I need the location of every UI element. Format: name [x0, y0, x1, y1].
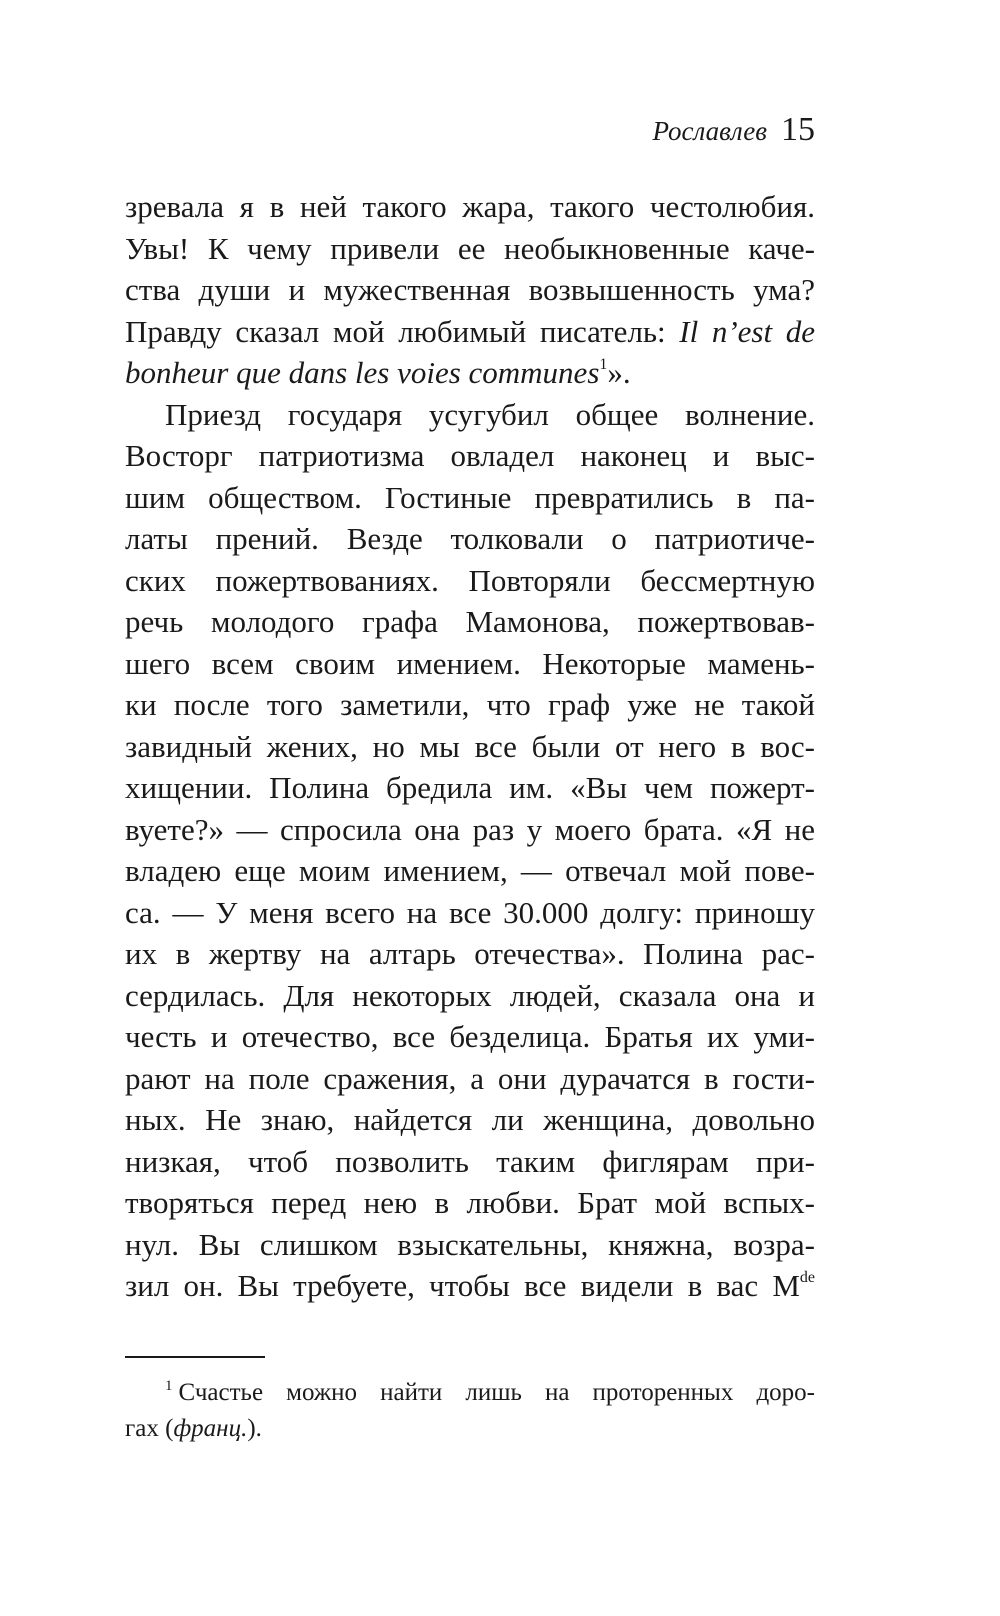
french-quote-start: Il n’est de: [679, 313, 815, 349]
text-run: ».: [607, 355, 631, 390]
text-line: низкая, чтоб позволить таким фиглярам при-: [125, 1143, 815, 1179]
text-line: [125, 311, 815, 353]
footnote-reference[interactable]: 1: [599, 356, 608, 373]
text-line: нул. Вы слишком взыскательны, княжна, возра-: [125, 1226, 815, 1262]
text-line: творяться перед нею в любви. Брат мой вспых-: [125, 1185, 815, 1220]
text-line: речь молодого графа Мамонова, пожертвовав-: [125, 604, 815, 639]
text-line: вуете?» — спросила она раз у моего брата. «Я не: [125, 811, 815, 847]
text-line: зревала я в ней такого жара, такого честолюбия.: [125, 189, 815, 224]
running-header: [125, 108, 815, 158]
text-line: ных. Не знаю, найдется ли женщина, довольно: [125, 1102, 815, 1137]
page-number: 15: [781, 111, 815, 148]
footnote-line: [125, 1411, 815, 1447]
text-line: [125, 352, 815, 394]
french-quote-end: bonheur que dans les voies communes: [125, 355, 600, 390]
text-line: Восторг патриотизма овладел наконец и выс-: [125, 438, 815, 473]
footnote-text: Счастье можно найти лишь на проторенных доро-: [178, 1379, 815, 1406]
paragraph-first-line: Приезд государя усугубил общее волнение.: [165, 396, 815, 432]
text-line: завидный жених, но мы все были от него в вос-: [125, 728, 815, 764]
main-text: [125, 186, 815, 1307]
text-line: Увы! К чему привели ее необыкновенные каче-: [125, 230, 815, 266]
text-line: ских пожертвованиях. Повторяли бессмертную: [125, 562, 815, 598]
text-line: са. — У меня всего на все 30.000 долгу: приношу: [125, 894, 815, 930]
text-line: [125, 1265, 815, 1307]
text-line: их в жертву на алтарь отечества». Полина рас-: [125, 936, 815, 971]
text-run: зил он. Вы требуете, чтобы все видели в вас M: [125, 1268, 800, 1303]
text-line: шим обществом. Гостиные превратились в па-: [125, 479, 815, 515]
footnote-text: гах (: [125, 1415, 174, 1442]
text-line: латы прений. Везде толковали о патриотиче-: [125, 521, 815, 556]
footnote-separator: [125, 1356, 265, 1358]
abbrev-superscript: de: [799, 1269, 815, 1286]
text-line: ства души и мужественная возвышенность ума?: [125, 272, 815, 307]
text-line: рают на поле сражения, а они дурачатся в гости-: [125, 1060, 815, 1096]
text-line: владею еще моим имением, — отвечал мой пове-: [125, 853, 815, 888]
running-title: Рославлев: [652, 116, 767, 146]
footnote-number: 1: [165, 1378, 173, 1394]
footnote: [125, 1375, 815, 1447]
text-line: шего всем своим имением. Некоторые мамень-: [125, 645, 815, 681]
footnote-line: [125, 1375, 815, 1411]
text-run: Правду сказал мой любимый писатель:: [125, 313, 680, 349]
text-line: сердилась. Для некоторых людей, сказала она и: [125, 977, 815, 1013]
text-line: ки после того заметили, что граф уже не такой: [125, 687, 815, 722]
text-line: честь и отечество, все безделица. Братья их уми-: [125, 1019, 815, 1054]
footnote-lang: франц.: [173, 1415, 248, 1442]
text-line: хищении. Полина бредила им. «Вы чем пожерт-: [125, 770, 815, 805]
footnote-text: ).: [247, 1415, 262, 1442]
